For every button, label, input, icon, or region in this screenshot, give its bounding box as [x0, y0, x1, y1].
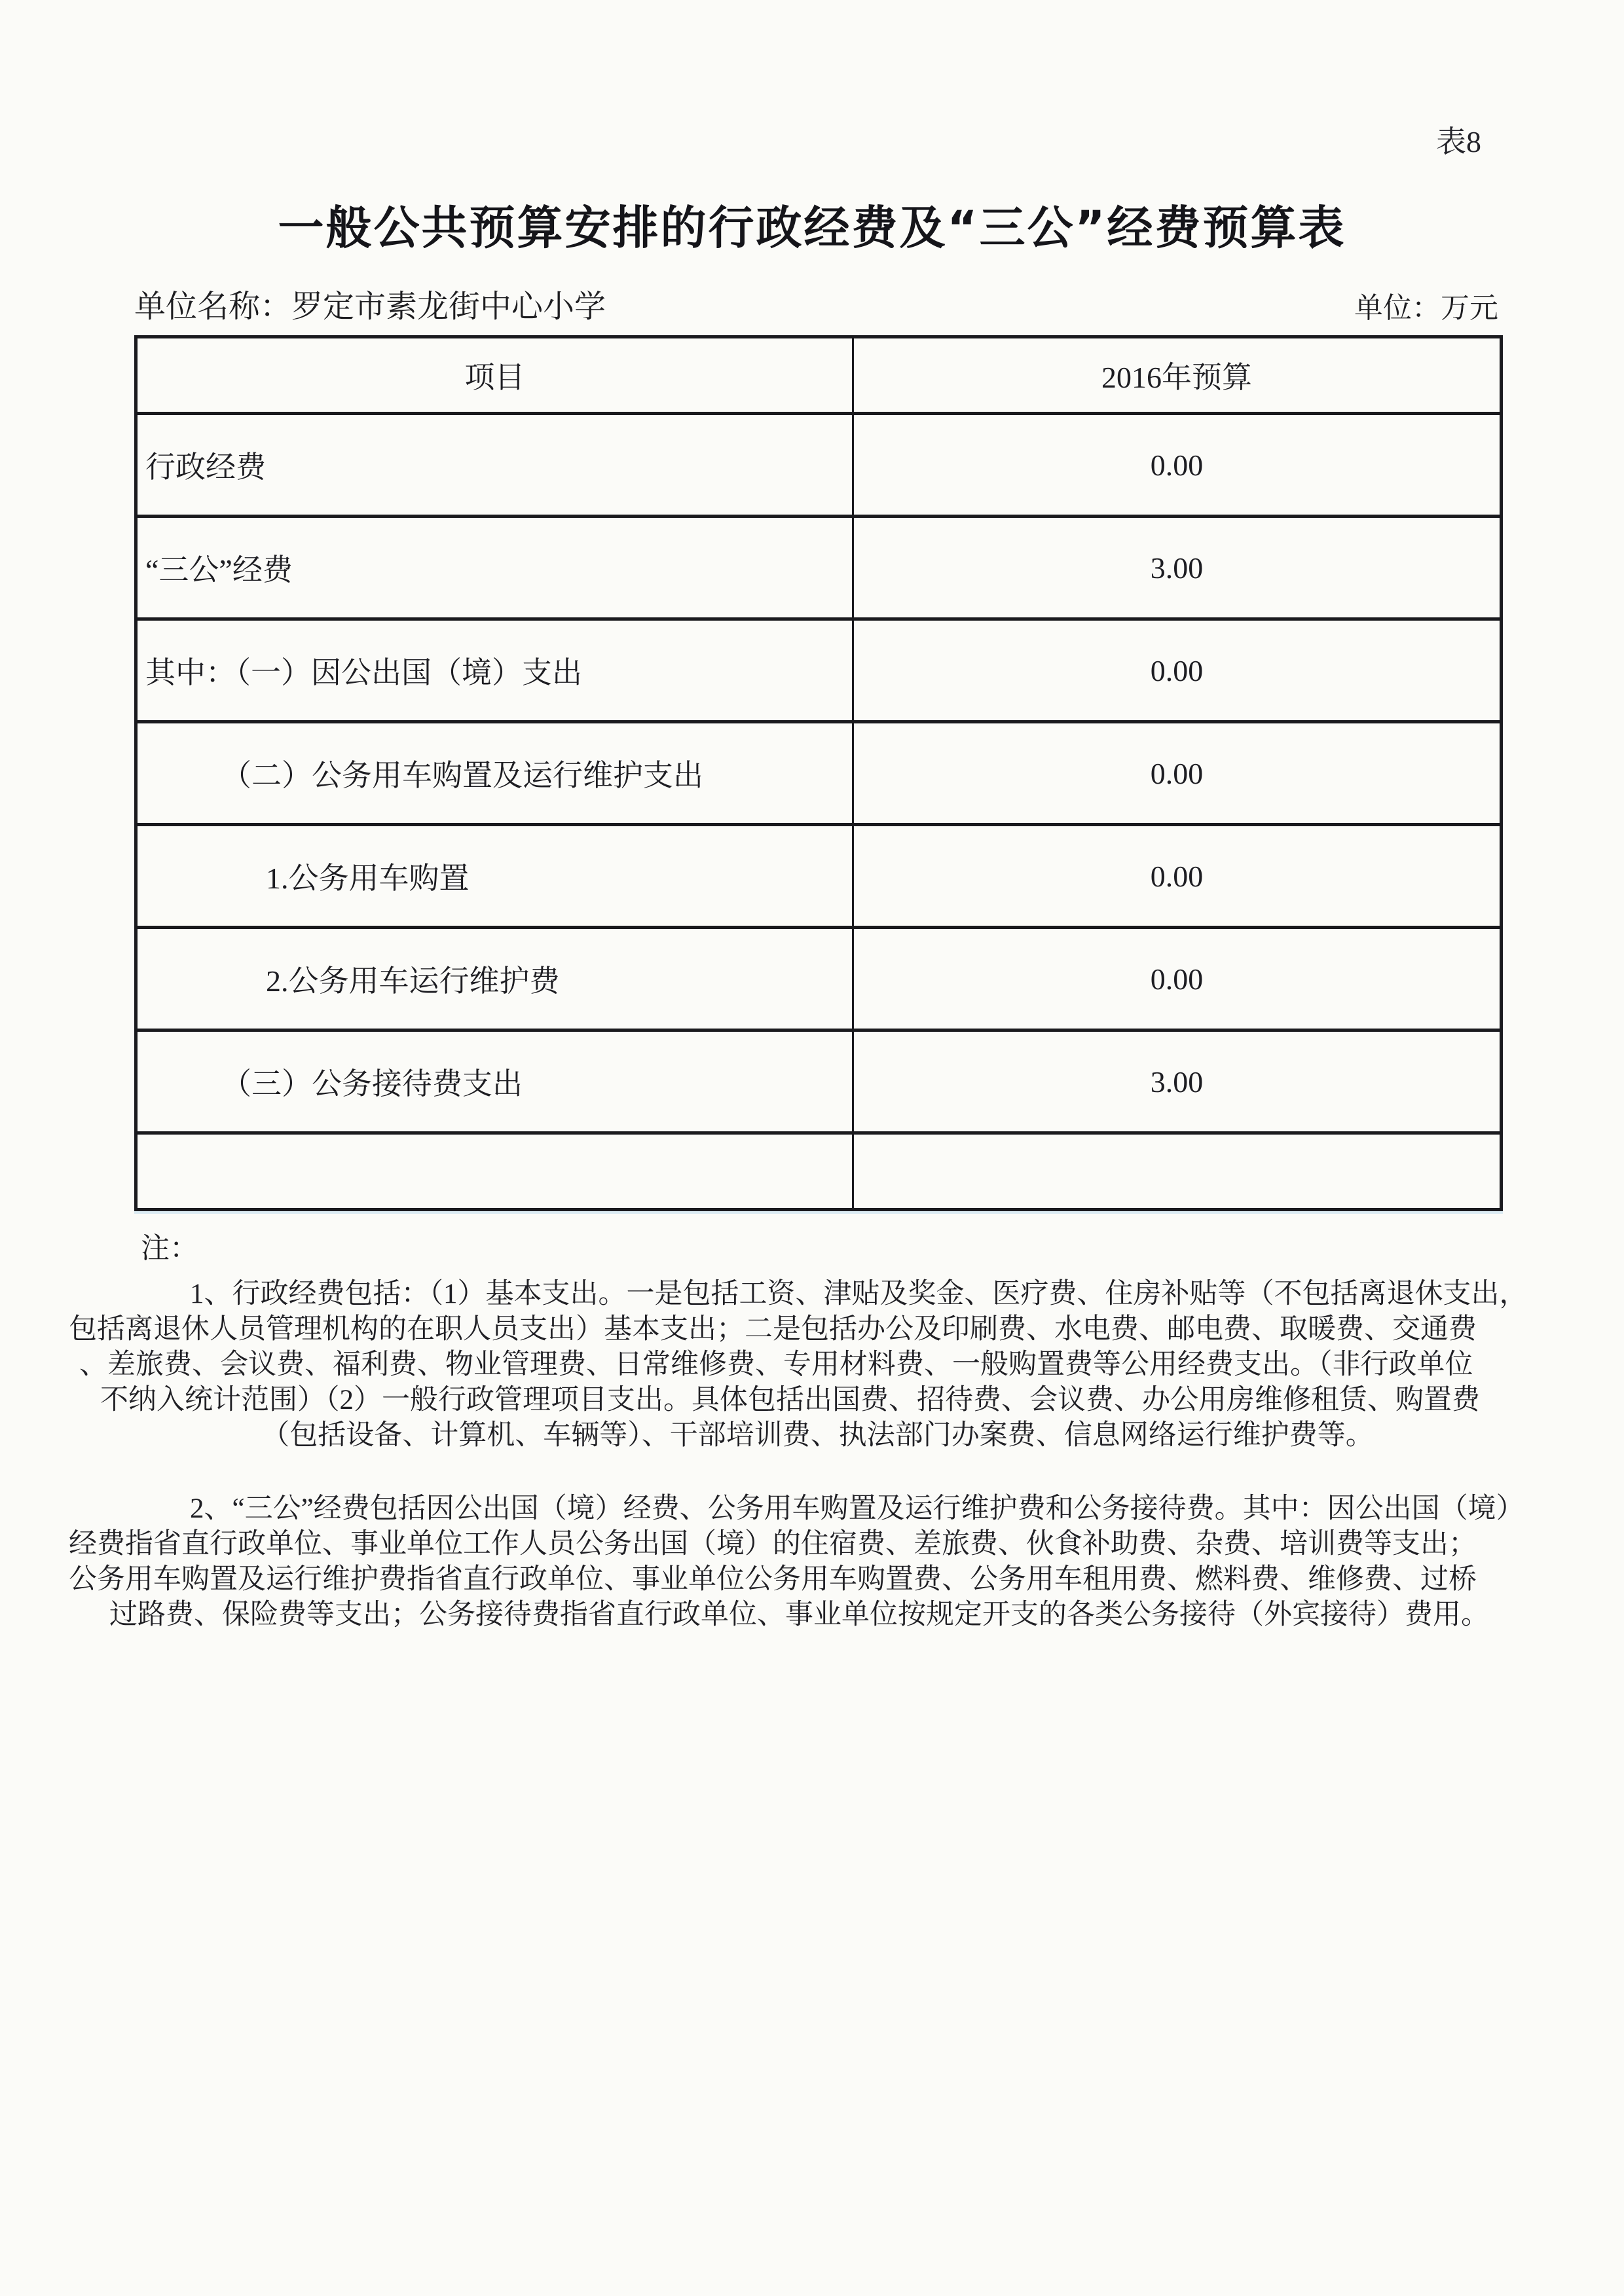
note-line: 1、行政经费包括：（1）基本支出。一是包括工资、津贴及奖金、医疗费、住房补贴等（不包括离退休支出，	[190, 1279, 1528, 1309]
meta-row	[134, 281, 1498, 326]
table-row	[136, 928, 1502, 1030]
table-row	[136, 619, 1502, 722]
unit-name-value: 罗定市素龙街中心小学	[291, 289, 606, 324]
notes-label: 注：	[141, 1232, 198, 1264]
note-paragraph-2	[69, 1491, 1566, 1633]
table-header-row	[136, 337, 1502, 414]
item-cell	[136, 1133, 853, 1210]
item-cell: 2.公务用车运行维护费	[136, 928, 853, 1030]
table-number-tag: 表8	[1436, 125, 1481, 158]
unit-name	[134, 281, 606, 326]
item-cell: 行政经费	[136, 414, 853, 517]
table-row	[136, 825, 1502, 928]
item-cell: （三）公务接待费支出	[136, 1030, 853, 1133]
note-paragraph-1	[69, 1277, 1566, 1453]
table-row	[136, 414, 1502, 517]
value-cell: 0.00	[853, 722, 1502, 825]
value-cell	[853, 1133, 1502, 1210]
note-line: 经费指省直行政单位、事业单位工作人员公务出国（境）的住宿费、差旅费、伙食补助费、杂费、培训费等支出；	[69, 1529, 1477, 1559]
value-cell: 0.00	[853, 619, 1502, 722]
value-cell: 0.00	[853, 825, 1502, 928]
currency-unit-label: 单位：万元	[1354, 292, 1498, 324]
unit-name-label: 单位名称：	[134, 289, 292, 324]
item-cell: 1.公务用车购置	[136, 825, 853, 928]
item-cell: （二）公务用车购置及运行维护支出	[136, 722, 853, 825]
note-line: （包括设备、计算机、车辆等）、干部培训费、执法部门办案费、信息网络运行维护费等。	[261, 1420, 1374, 1451]
value-cell: 3.00	[853, 517, 1502, 619]
budget-table	[134, 335, 1503, 1211]
table-row	[136, 517, 1502, 619]
header-cell-item: 项目	[136, 337, 853, 414]
note-line: 过路费、保险费等支出；公务接待费指省直行政单位、事业单位按规定开支的各类公务接待（外宾接待）费用。	[109, 1599, 1489, 1630]
table-row	[136, 722, 1502, 825]
item-cell: 其中：（一）因公出国（境）支出	[136, 619, 853, 722]
item-cell: “三公”经费	[136, 517, 853, 619]
page-title: 一般公共预算安排的行政经费及“三公”经费预算表	[278, 201, 1346, 255]
note-line: 2、“三公”经费包括因公出国（境）经费、公务用车购置及运行维护费和公务接待费。其中：因公出国（境）	[190, 1493, 1524, 1524]
note-line: 包括离退休人员管理机构的在职人员支出）基本支出；二是包括办公及印刷费、水电费、邮电费、取暖费、交通费	[69, 1314, 1477, 1345]
note-line: 、差旅费、会议费、福利费、物业管理费、日常维修费、专用材料费、一般购置费等公用经费支出。（非行政单位	[79, 1349, 1473, 1380]
note-line: 不纳入统计范围）（2）一般行政管理项目支出。具体包括出国费、招待费、会议费、办公用房维修租赁、购置费	[100, 1385, 1480, 1415]
value-cell: 0.00	[853, 928, 1502, 1030]
note-line: 公务用车购置及运行维护费指省直行政单位、事业单位公务用车购置费、公务用车租用费、燃料费、维修费、过桥	[69, 1564, 1477, 1595]
value-cell: 0.00	[853, 414, 1502, 517]
header-cell-budget: 2016年预算	[853, 337, 1502, 414]
value-cell: 3.00	[853, 1030, 1502, 1133]
table-row	[136, 1030, 1502, 1133]
table-row-empty	[136, 1133, 1502, 1210]
